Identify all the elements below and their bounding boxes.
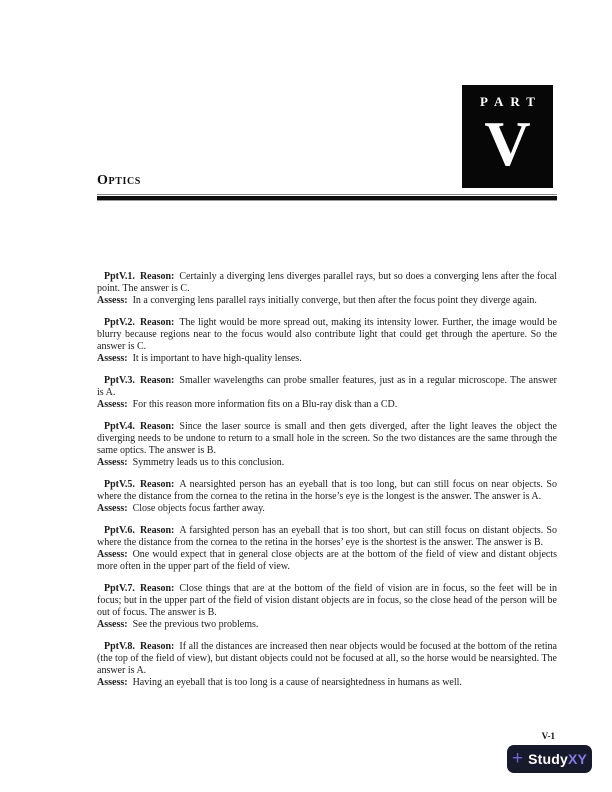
assess-label: Assess: (97, 295, 128, 306)
assess-text: For this reason more information fits on a Blu-ray disk than a CD. (132, 399, 398, 410)
assess-paragraph (97, 295, 557, 307)
page-number: V-1 (541, 731, 555, 741)
problem-id: PptV.5. (104, 479, 135, 490)
problem-block-1 (97, 271, 557, 307)
assess-text: Having an eyeball that is too long is a cause of nearsightedness in humans as well. (132, 677, 462, 688)
reason-paragraph (97, 375, 557, 399)
reason-paragraph (97, 583, 557, 619)
reason-text: Certainly a diverging lens diverges parallel rays, but so does a converging lens after the focal point. The answer is C. (97, 271, 557, 294)
problem-id: PptV.4. (104, 421, 135, 432)
assess-paragraph (97, 503, 557, 515)
reason-text: Close things that are at the bottom of the field of vision are in focus, so the feet will be in focus; but in the upper part of the field of vision distant objects are in focus, so the close head of the person will be out of focus. The answer is B. (97, 583, 557, 618)
reason-label: Reason: (139, 317, 175, 328)
problem-id: PptV.2. (104, 317, 135, 328)
reason-paragraph (97, 317, 557, 353)
reason-label: Reason: (139, 271, 175, 282)
assess-label: Assess: (97, 457, 128, 468)
assess-text: Symmetry leads us to this conclusion. (132, 457, 285, 468)
brand-wordmark (528, 751, 587, 767)
reason-text: A nearsighted person has an eyeball that is too long, but can still focus on near objects. So where the distance from the cornea to the retina in the horse’s eye is the longest is the answer. The answer is A. (97, 479, 557, 502)
section-title: Optics (97, 173, 141, 188)
reason-label: Reason: (139, 641, 175, 652)
assess-paragraph (97, 549, 557, 573)
studyxy-logo-badge (507, 745, 592, 773)
plus-icon: + (511, 747, 524, 769)
solutions-list (97, 271, 557, 699)
problem-id: PptV.6. (104, 525, 135, 536)
problem-block-2 (97, 317, 557, 365)
problem-block-8 (97, 641, 557, 689)
problem-id: PptV.3. (104, 375, 135, 386)
reason-text: Smaller wavelengths can probe smaller features, just as in a regular microscope. The answer is A. (97, 375, 557, 398)
reason-paragraph (97, 421, 557, 457)
assess-paragraph (97, 399, 557, 411)
reason-text: The light would be more spread out, making its intensity lower. Further, the image would be blurry because regions near to the focus would also contribute light that could get through the aperture. So the answer is C. (97, 317, 557, 352)
assess-label: Assess: (97, 619, 128, 630)
assess-paragraph (97, 619, 557, 631)
part-word: PART (480, 94, 542, 109)
reason-label: Reason: (139, 479, 175, 490)
part-numeral: V (484, 108, 531, 179)
reason-text: Since the laser source is small and then gets diverged, after the light leaves the object the diverging needs to be undone to return to a small hole in the screen. So the two distances are the same through the same optics. The answer is B. (97, 421, 557, 456)
assess-label: Assess: (97, 677, 128, 688)
reason-label: Reason: (139, 583, 175, 594)
problem-id: PptV.7. (104, 583, 135, 594)
reason-paragraph (97, 479, 557, 503)
reason-paragraph (97, 525, 557, 549)
assess-label: Assess: (97, 399, 128, 410)
part-banner (462, 85, 553, 188)
assess-text: In a converging lens parallel rays initially converge, but then after the focus point they diverge again. (132, 295, 537, 306)
assess-text: See the previous two problems. (132, 619, 259, 630)
reason-label: Reason: (139, 421, 175, 432)
problem-id: PptV.1. (104, 271, 135, 282)
assess-text: One would expect that in general close objects are at the bottom of the field of view and distant objects more often in the upper part of the field of view. (97, 549, 557, 572)
problem-block-4 (97, 421, 557, 469)
assess-label: Assess: (97, 549, 128, 560)
assess-label: Assess: (97, 353, 128, 364)
reason-text: If all the distances are increased then near objects would be focused at the bottom of the retina (the top of the field of view), but distant objects could not be focused at all, so the horse would be nearsighted. The answer is A. (97, 641, 557, 676)
reason-paragraph (97, 271, 557, 295)
brand-name-primary: Study (528, 751, 568, 767)
reason-text: A farsighted person has an eyeball that is too short, but can still focus on distant objects. So where the distance from the cornea to the retina in the horses’ eye is the shortest is the answer. The answer is B. (97, 525, 557, 548)
problem-block-3 (97, 375, 557, 411)
problem-id: PptV.8. (104, 641, 135, 652)
brand-name-accent: XY (567, 751, 588, 767)
assess-text: It is important to have high-quality lenses. (132, 353, 302, 364)
reason-paragraph (97, 641, 557, 677)
reason-label: Reason: (139, 375, 175, 386)
assess-paragraph (97, 353, 557, 365)
reason-label: Reason: (139, 525, 175, 536)
assess-paragraph (97, 677, 557, 689)
assess-paragraph (97, 457, 557, 469)
assess-label: Assess: (97, 503, 128, 514)
problem-block-5 (97, 479, 557, 515)
assess-text: Close objects focus farther away. (132, 503, 265, 514)
heading-rule (97, 194, 557, 201)
problem-block-7 (97, 583, 557, 631)
problem-block-6 (97, 525, 557, 573)
